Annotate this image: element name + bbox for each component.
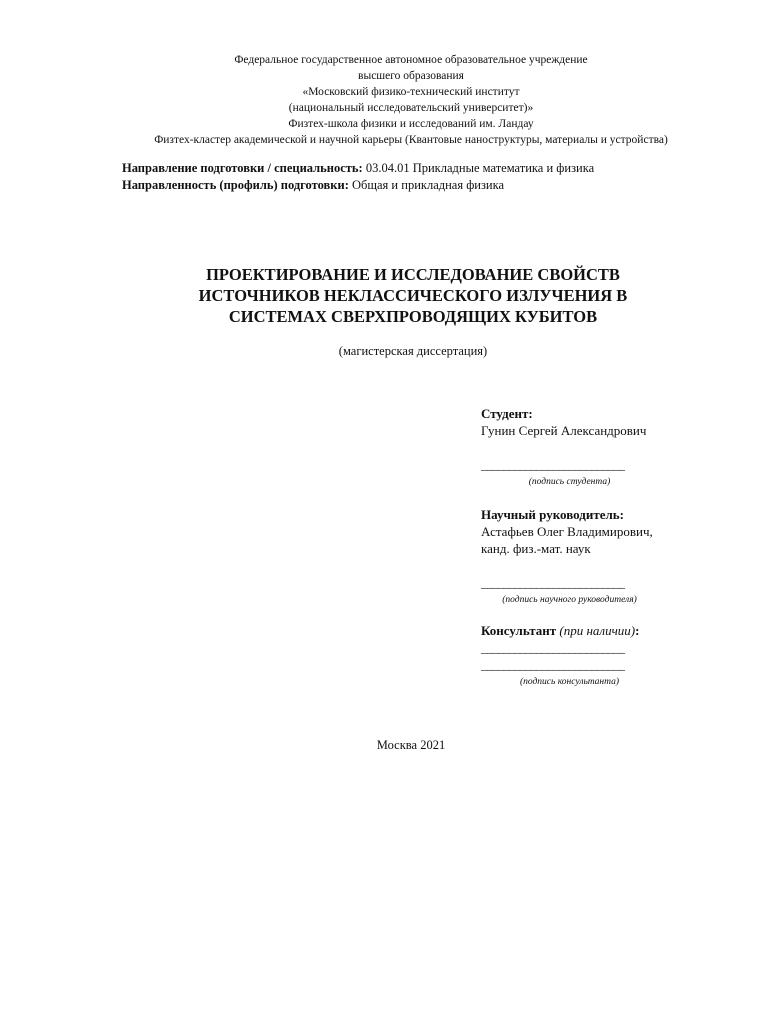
consultant-line-2: __________________________ xyxy=(481,657,624,672)
student-label: Студент: xyxy=(481,406,533,421)
institution-line-3: «Московский физико-технический институт xyxy=(302,86,520,98)
supervisor-label: Научный руководитель: xyxy=(481,507,624,522)
consultant-label: Консультант xyxy=(481,623,557,638)
specialty-label: Направление подготовки / специальность: xyxy=(122,161,363,175)
student-name: Гунин Сергей Александрович xyxy=(481,423,647,438)
supervisor-degree: канд. физ.-мат. наук xyxy=(481,541,591,556)
consultant-heading xyxy=(481,622,658,639)
consultant-colon: : xyxy=(635,623,640,638)
student-signature-caption: (подпись студента) xyxy=(528,477,611,487)
institution-line-2: высшего образования xyxy=(358,70,464,82)
consultant-block xyxy=(481,622,658,691)
supervisor-signature-caption: (подпись научного руководителя) xyxy=(502,595,637,605)
specialty-value: 03.04.01 Прикладные математика и физика xyxy=(365,161,595,175)
consultant-line-1: __________________________ xyxy=(481,640,624,655)
thesis-title-line-3: СИСТЕМАХ СВЕРХПРОВОДЯЩИХ КУБИТОВ xyxy=(228,307,598,326)
thesis-title-line-2: ИСТОЧНИКОВ НЕКЛАССИЧЕСКОГО ИЗЛУЧЕНИЯ В xyxy=(198,286,628,305)
consultant-optional: (при наличии) xyxy=(559,623,636,638)
thesis-title xyxy=(0,264,770,327)
institution-header xyxy=(0,52,770,148)
student-signature-line: __________________________ xyxy=(481,457,624,472)
city-year: Москва 2021 xyxy=(376,738,446,752)
supervisor-name: Астафьев Олег Владимирович, xyxy=(481,524,653,539)
institution-line-5: Физтех-школа физики и исследований им. Ландау xyxy=(288,118,534,130)
institution-line-4: (национальный исследовательский университет)» xyxy=(288,102,534,114)
institution-line-1: Федеральное государственное автономное образовательное учреждение xyxy=(234,54,588,66)
specialty-row xyxy=(122,160,594,177)
thesis-title-line-1: ПРОЕКТИРОВАНИЕ И ИССЛЕДОВАНИЕ СВОЙСТВ xyxy=(206,265,620,284)
program-info xyxy=(122,160,594,194)
profile-value: Общая и прикладная физика xyxy=(352,178,505,192)
work-type: (магистерская диссертация) xyxy=(338,344,488,358)
supervisor-signature-line: __________________________ xyxy=(481,575,624,590)
consultant-signature-caption: (подпись консультанта) xyxy=(519,677,620,687)
student-block xyxy=(481,405,658,491)
profile-row xyxy=(122,177,594,194)
profile-label: Направленность (профиль) подготовки: xyxy=(122,178,349,192)
institution-line-6: Физтех-кластер академической и научной карьеры (Квантовые наноструктуры, материалы и устройства) xyxy=(154,134,668,146)
supervisor-block xyxy=(481,506,658,609)
